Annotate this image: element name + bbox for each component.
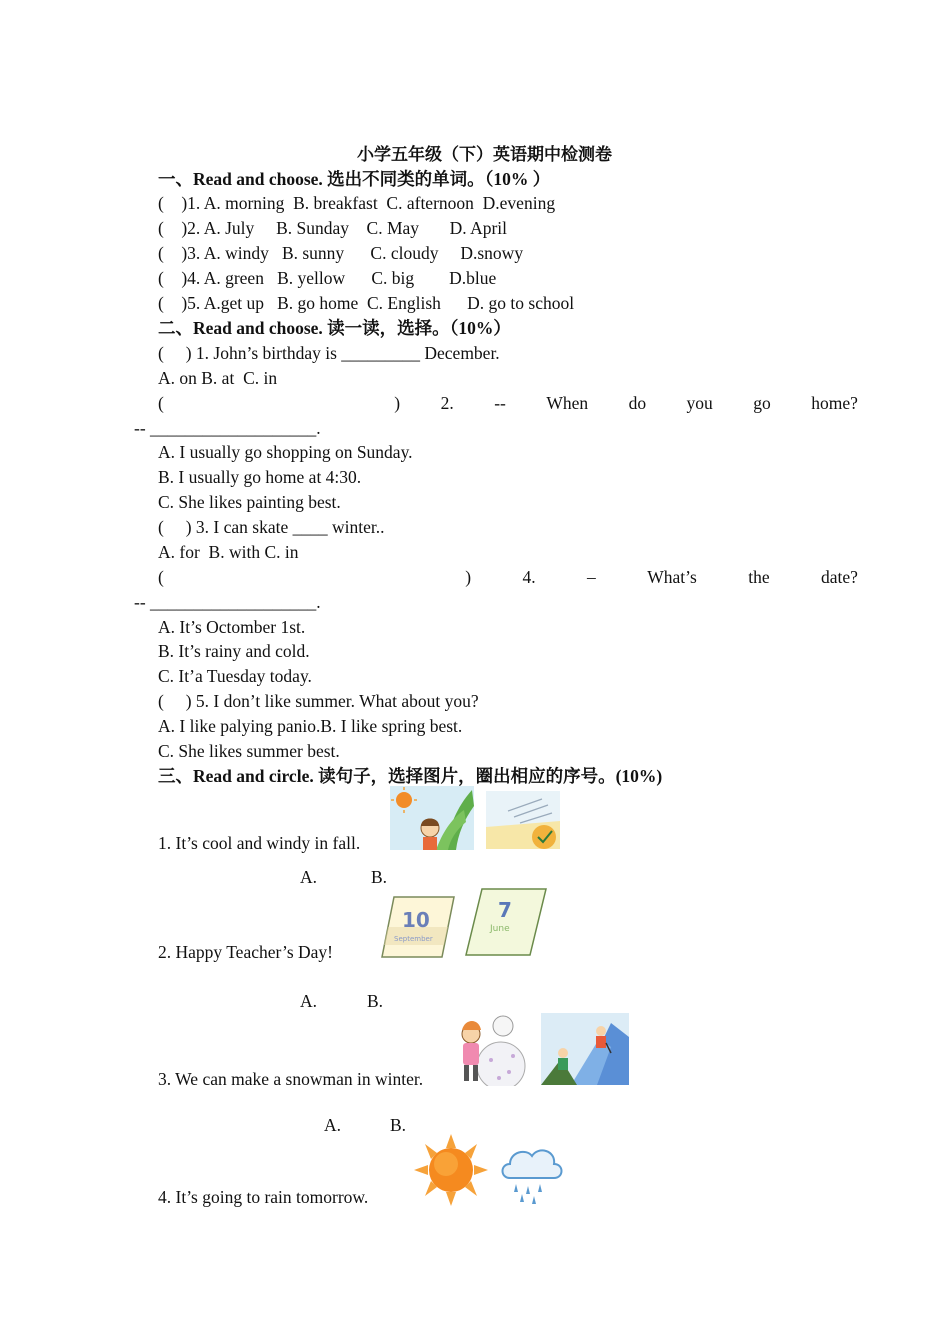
q4-part: ( [158,567,164,587]
section2-q2-option-c: C. She likes painting best. [158,492,341,512]
section2-q3: ( ) 3. I can skate ____ winter.. [158,517,385,537]
section1-item-2: ( )2. A. July B. Sunday C. May D. April [158,218,508,238]
section3-heading: 三、Read and circle. 读句子，选择图片，圈出相应的序号。(10%) [158,766,663,786]
section1-heading: 一、Read and choose. 选出不同类的单词。（10% ） [158,169,551,189]
q2-part: go [753,393,771,413]
calendar-a-number: 10 [402,908,430,932]
section3-q1-label-b: B. [371,867,388,887]
q2-part: home? [811,393,858,413]
fall-picture-b [486,791,560,849]
calendar-b-month: June [490,924,510,934]
section3-q3-label-a: A. [324,1115,342,1135]
calendar-picture-a [380,893,456,961]
section3-q2-label-b: B. [367,991,384,1011]
section3-q1-label-a: A. [300,867,318,887]
section2-q2-stem [158,392,858,414]
section1-item-3: ( )3. A. windy B. sunny C. cloudy D.snowy [158,243,524,263]
q2-part: you [686,393,713,413]
q2-part: ) [394,393,401,413]
section2-q5-options-ab: A. I like palying panio.B. I like spring best. [158,716,463,736]
section2-q1: ( ) 1. John’s birthday is _________ December. [158,343,500,363]
q2-part: 2. [440,393,454,413]
q4-part: ) [465,567,472,587]
section3-sentence-4: 4. It’s going to rain tomorrow. [158,1187,369,1207]
section2-q4-option-a: A. It’s Octomber 1st. [158,617,306,637]
section2-q1-options: A. on B. at C. in [158,368,278,388]
section1-item-4: ( )4. A. green B. yellow C. big D.blue [158,268,497,288]
section2-q4-option-b: B. It’s rainy and cold. [158,641,310,661]
q4-part: – [587,567,596,587]
calendar-a-month: September [394,935,433,943]
section1-item-5: ( )5. A.get up B. go home C. English D. go to school [158,293,575,313]
mountain-climbing-picture-b [541,1013,629,1085]
rain-cloud-icon [498,1142,564,1204]
section2-q5-option-c: C. She likes summer best. [158,741,340,761]
page-title: 小学五年级（下）英语期中检测卷 [357,145,612,164]
section3-sentence-3: 3. We can make a snowman in winter. [158,1069,424,1089]
section2-q2-option-b: B. I usually go home at 4:30. [158,467,362,487]
q2-part: ( [158,393,164,413]
section1-item-1: ( )1. A. morning B. breakfast C. afternoon D.evening [158,193,556,213]
q2-part: When [546,393,589,413]
section2-q3-options: A. for B. with C. in [158,542,299,562]
calendar-picture-b [464,885,548,959]
q4-part: the [748,567,770,587]
sun-icon [414,1134,488,1206]
section3-sentence-2: 2. Happy Teacher’s Day! [158,942,334,962]
section3-q3-label-b: B. [390,1115,407,1135]
snowman-picture-a [451,1010,531,1086]
section2-q2-option-a: A. I usually go shopping on Sunday. [158,442,413,462]
section3-sentence-1: 1. It’s cool and windy in fall. [158,833,361,853]
section2-q4-option-c: C. It’a Tuesday today. [158,666,312,686]
section2-q4-stem [158,566,858,588]
q2-part: -- [494,393,506,413]
q2-part: do [628,393,647,413]
section2-heading: 二、Read and choose. 读一读，选择。（10%） [158,318,511,338]
fall-wind-picture-a [390,786,474,850]
section2-q5: ( ) 5. I don’t like summer. What about you? [158,691,479,711]
q4-part: date? [821,567,858,587]
section2-q2-continuation: -- ___________________. [134,418,321,438]
q4-part: 4. [522,567,536,587]
q4-part: What’s [647,567,697,587]
section2-q4-continuation: -- ___________________. [134,592,321,612]
section3-q2-label-a: A. [300,991,318,1011]
calendar-b-number: 7 [498,898,512,922]
